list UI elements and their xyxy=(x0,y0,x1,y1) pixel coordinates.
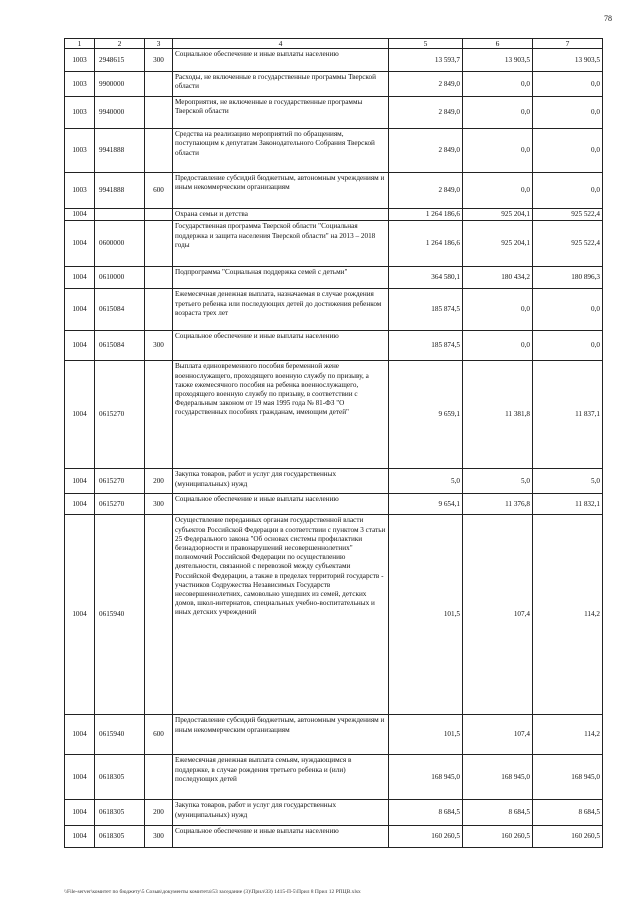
amount-year-3: 0,0 xyxy=(533,97,603,129)
amount-year-3: 0,0 xyxy=(533,331,603,361)
table-row xyxy=(65,129,603,173)
section-code: 1004 xyxy=(65,221,95,267)
amount-year-3: 13 903,5 xyxy=(533,49,603,72)
table-row xyxy=(65,361,603,469)
target-code: 0615084 xyxy=(95,331,145,361)
header-cell: 7 xyxy=(533,39,603,49)
amount-year-1: 5,0 xyxy=(389,469,463,494)
expense-type-code xyxy=(145,289,173,331)
table-row xyxy=(65,289,603,331)
section-code: 1004 xyxy=(65,361,95,469)
amount-year-3: 0,0 xyxy=(533,72,603,97)
section-code: 1003 xyxy=(65,129,95,173)
amount-year-2: 160 260,5 xyxy=(463,826,533,848)
table-row xyxy=(65,494,603,515)
expense-type-code xyxy=(145,267,173,289)
target-code: 9941888 xyxy=(95,173,145,209)
amount-year-1: 2 849,0 xyxy=(389,173,463,209)
item-description: Социальное обеспечение и иные выплаты населению xyxy=(173,331,389,361)
target-code: 9941888 xyxy=(95,129,145,173)
amount-year-3: 11 837,1 xyxy=(533,361,603,469)
table-row xyxy=(65,209,603,221)
section-code: 1004 xyxy=(65,469,95,494)
file-path-footer: \\File-server\комитет по бюджету\5 Созыв\документы комитета\53 заседание (3)\Прил\ЗЗ) 1415-П-5\Прил 8 Прил 12 РПЦВ.xlsx xyxy=(64,889,361,895)
section-code: 1004 xyxy=(65,494,95,515)
header-cell: 3 xyxy=(145,39,173,49)
amount-year-1: 9 659,1 xyxy=(389,361,463,469)
item-description: Выплата единовременного пособия беременной жене военнослужащего, проходящего военную службу по призыву, а также ежемесячного пособия на ребенка военнослужащего, проходящего военную службу по призыву, в соответствии с Федеральным законом от 19 мая 1995 года № 81-ФЗ "О государственных пособиях гражданам, имеющим детей" xyxy=(173,361,389,469)
amount-year-3: 114,2 xyxy=(533,515,603,715)
item-description: Мероприятия, не включенные в государственные программы Тверской области xyxy=(173,97,389,129)
target-code: 0615940 xyxy=(95,715,145,755)
item-description: Социальное обеспечение и иные выплаты населению xyxy=(173,826,389,848)
table-row xyxy=(65,755,603,800)
expense-type-code xyxy=(145,129,173,173)
amount-year-2: 0,0 xyxy=(463,72,533,97)
amount-year-3: 925 522,4 xyxy=(533,209,603,221)
header-cell: 4 xyxy=(173,39,389,49)
table-row xyxy=(65,97,603,129)
target-code: 0615084 xyxy=(95,289,145,331)
expense-type-code xyxy=(145,515,173,715)
expense-type-code: 200 xyxy=(145,469,173,494)
item-description: Закупка товаров, работ и услуг для государственных (муниципальных) нужд xyxy=(173,469,389,494)
amount-year-1: 101,5 xyxy=(389,515,463,715)
amount-year-1: 2 849,0 xyxy=(389,97,463,129)
target-code: 2948615 xyxy=(95,49,145,72)
amount-year-3: 180 896,3 xyxy=(533,267,603,289)
section-code: 1004 xyxy=(65,755,95,800)
amount-year-1: 13 593,7 xyxy=(389,49,463,72)
target-code: 9900000 xyxy=(95,72,145,97)
target-code xyxy=(95,209,145,221)
target-code: 0615270 xyxy=(95,494,145,515)
expense-type-code xyxy=(145,72,173,97)
amount-year-1: 2 849,0 xyxy=(389,129,463,173)
header-cell: 2 xyxy=(95,39,145,49)
amount-year-2: 925 204,1 xyxy=(463,209,533,221)
amount-year-1: 185 874,5 xyxy=(389,289,463,331)
amount-year-3: 114,2 xyxy=(533,715,603,755)
target-code: 0618305 xyxy=(95,826,145,848)
budget-table xyxy=(64,38,603,848)
section-code: 1004 xyxy=(65,800,95,826)
item-description: Осуществление переданных органам государственной власти субъектов Российской Федерации в соответствии с пунктом 3 статьи 25 Федерального закона "Об основах системы профилактики безнадзорности и правонарушений несовершеннолетних" полномочий Российской Федерации по осуществлению деятельности, связанной с перевозкой между субъектами Российской Федерации, а также в пределах территорий государств - участников Содружества Независимых Государств несовершеннолетних, самовольно ушедших из семей, детских домов, школ-интернатов, специальных учебно-воспитательных и иных детских учреждений xyxy=(173,515,389,715)
amount-year-2: 168 945,0 xyxy=(463,755,533,800)
table-row xyxy=(65,173,603,209)
expense-type-code: 300 xyxy=(145,49,173,72)
amount-year-2: 0,0 xyxy=(463,289,533,331)
amount-year-3: 160 260,5 xyxy=(533,826,603,848)
amount-year-2: 0,0 xyxy=(463,97,533,129)
target-code: 0610000 xyxy=(95,267,145,289)
target-code: 0618305 xyxy=(95,755,145,800)
table-row xyxy=(65,469,603,494)
expense-type-code xyxy=(145,97,173,129)
amount-year-2: 107,4 xyxy=(463,515,533,715)
section-code: 1004 xyxy=(65,209,95,221)
amount-year-3: 0,0 xyxy=(533,129,603,173)
table-row xyxy=(65,267,603,289)
item-description: Социальное обеспечение и иные выплаты населению xyxy=(173,49,389,72)
target-code: 0615270 xyxy=(95,361,145,469)
table-row xyxy=(65,221,603,267)
section-code: 1003 xyxy=(65,72,95,97)
target-code: 0615270 xyxy=(95,469,145,494)
table-row xyxy=(65,331,603,361)
amount-year-2: 0,0 xyxy=(463,129,533,173)
item-description: Ежемесячная денежная выплата, назначаемая в случае рождения третьего ребенка или последующих детей до достижения ребенком возраста трех лет xyxy=(173,289,389,331)
section-code: 1004 xyxy=(65,515,95,715)
amount-year-3: 11 832,1 xyxy=(533,494,603,515)
item-description: Предоставление субсидий бюджетным, автономным учреждениям и иным некоммерческим организациям xyxy=(173,173,389,209)
target-code: 0615940 xyxy=(95,515,145,715)
item-description: Ежемесячная денежная выплата семьям, нуждающимся в поддержке, в случае рождения третьего ребенка и (или) последующих детей xyxy=(173,755,389,800)
amount-year-1: 101,5 xyxy=(389,715,463,755)
amount-year-3: 168 945,0 xyxy=(533,755,603,800)
amount-year-1: 2 849,0 xyxy=(389,72,463,97)
target-code: 9940000 xyxy=(95,97,145,129)
amount-year-2: 925 204,1 xyxy=(463,221,533,267)
amount-year-1: 1 264 186,6 xyxy=(389,221,463,267)
amount-year-3: 925 522,4 xyxy=(533,221,603,267)
page-number: 78 xyxy=(604,14,612,23)
expense-type-code: 200 xyxy=(145,800,173,826)
header-cell: 5 xyxy=(389,39,463,49)
table-header-row xyxy=(65,39,603,49)
table-row xyxy=(65,715,603,755)
amount-year-2: 0,0 xyxy=(463,173,533,209)
target-code: 0618305 xyxy=(95,800,145,826)
expense-type-code xyxy=(145,209,173,221)
amount-year-1: 1 264 186,6 xyxy=(389,209,463,221)
table-row xyxy=(65,800,603,826)
header-cell: 6 xyxy=(463,39,533,49)
amount-year-2: 11 376,8 xyxy=(463,494,533,515)
amount-year-3: 0,0 xyxy=(533,289,603,331)
item-description: Социальное обеспечение и иные выплаты населению xyxy=(173,494,389,515)
section-code: 1004 xyxy=(65,715,95,755)
amount-year-2: 13 903,5 xyxy=(463,49,533,72)
amount-year-1: 9 654,1 xyxy=(389,494,463,515)
amount-year-1: 185 874,5 xyxy=(389,331,463,361)
item-description: Предоставление субсидий бюджетным, автономным учреждениям и иным некоммерческим организациям xyxy=(173,715,389,755)
expense-type-code: 300 xyxy=(145,826,173,848)
section-code: 1004 xyxy=(65,826,95,848)
amount-year-1: 8 684,5 xyxy=(389,800,463,826)
table-row xyxy=(65,49,603,72)
amount-year-2: 5,0 xyxy=(463,469,533,494)
expense-type-code: 300 xyxy=(145,494,173,515)
amount-year-2: 11 381,8 xyxy=(463,361,533,469)
table-row xyxy=(65,72,603,97)
item-description: Охрана семьи и детства xyxy=(173,209,389,221)
item-description: Закупка товаров, работ и услуг для государственных (муниципальных) нужд xyxy=(173,800,389,826)
item-description: Государственная программа Тверской области "Социальная поддержка и защита населения Тверской области" на 2013 – 2018 годы xyxy=(173,221,389,267)
table-row xyxy=(65,826,603,848)
section-code: 1003 xyxy=(65,49,95,72)
item-description: Расходы, не включенные в государственные программы Тверской области xyxy=(173,72,389,97)
header-cell: 1 xyxy=(65,39,95,49)
amount-year-3: 5,0 xyxy=(533,469,603,494)
section-code: 1004 xyxy=(65,267,95,289)
amount-year-2: 180 434,2 xyxy=(463,267,533,289)
amount-year-2: 0,0 xyxy=(463,331,533,361)
amount-year-3: 0,0 xyxy=(533,173,603,209)
amount-year-2: 8 684,5 xyxy=(463,800,533,826)
amount-year-3: 8 684,5 xyxy=(533,800,603,826)
section-code: 1003 xyxy=(65,173,95,209)
section-code: 1004 xyxy=(65,289,95,331)
item-description: Средства на реализацию мероприятий по обращениям, поступающим к депутатам Законодательного Собрания Тверской области xyxy=(173,129,389,173)
expense-type-code xyxy=(145,755,173,800)
amount-year-2: 107,4 xyxy=(463,715,533,755)
amount-year-1: 168 945,0 xyxy=(389,755,463,800)
expense-type-code xyxy=(145,221,173,267)
expense-type-code: 300 xyxy=(145,331,173,361)
section-code: 1003 xyxy=(65,97,95,129)
table-row xyxy=(65,515,603,715)
expense-type-code: 600 xyxy=(145,715,173,755)
item-description: Подпрограмма "Социальная поддержка семей с детьми" xyxy=(173,267,389,289)
expense-type-code xyxy=(145,361,173,469)
amount-year-1: 160 260,5 xyxy=(389,826,463,848)
expense-type-code: 600 xyxy=(145,173,173,209)
target-code: 0600000 xyxy=(95,221,145,267)
amount-year-1: 364 580,1 xyxy=(389,267,463,289)
section-code: 1004 xyxy=(65,331,95,361)
